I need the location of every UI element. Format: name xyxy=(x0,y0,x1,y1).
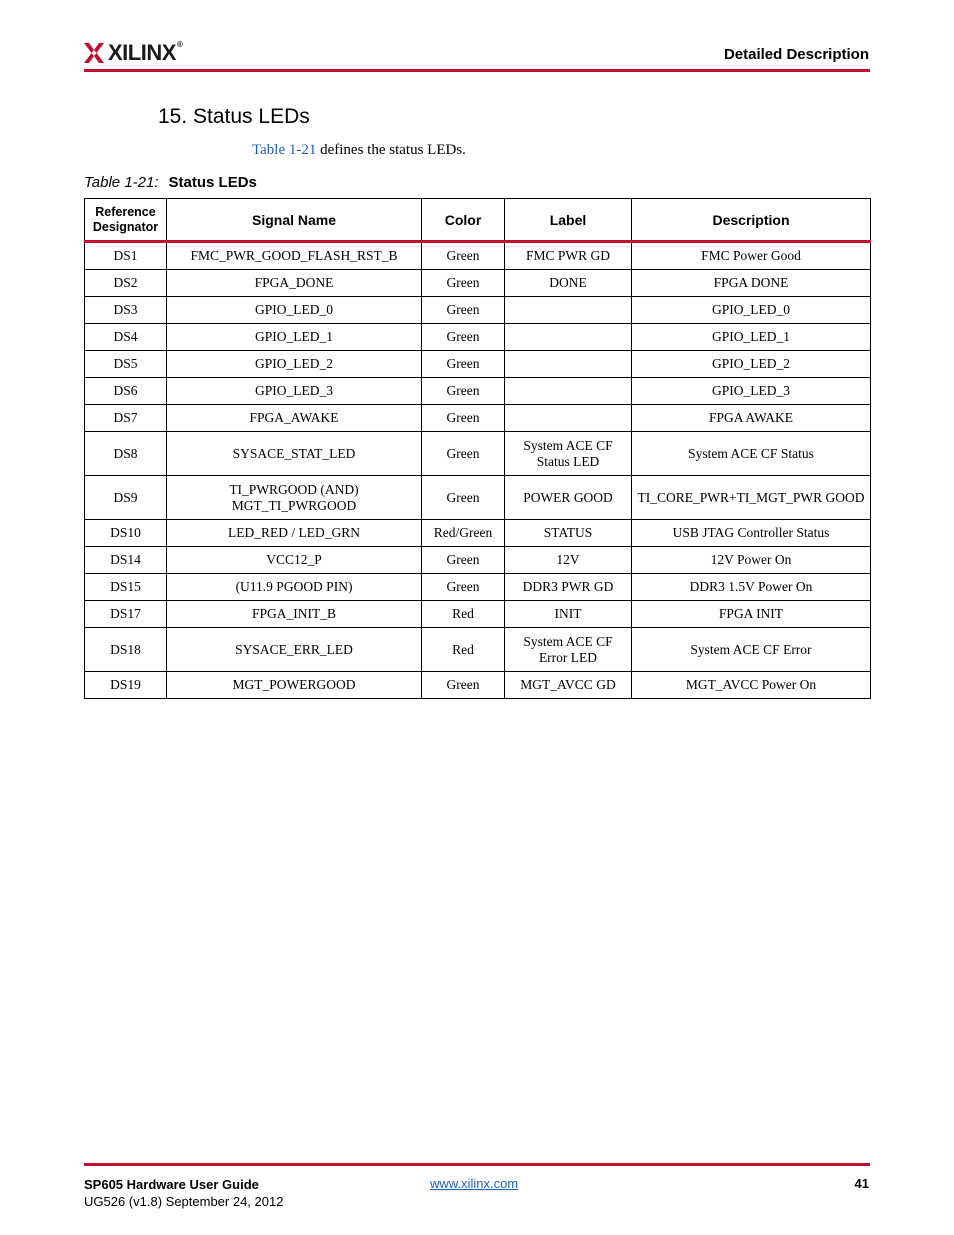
xilinx-x-icon xyxy=(84,43,104,63)
footer-doc-info xyxy=(84,1176,283,1210)
footer-page-number: 41 xyxy=(854,1176,869,1191)
footer-rule xyxy=(84,1163,870,1166)
cell-label: System ACE CF Status LED xyxy=(505,432,632,476)
cell-description: System ACE CF Status xyxy=(632,432,871,476)
cell-label xyxy=(505,297,632,324)
cell-reference-designator: DS15 xyxy=(85,574,167,601)
table-row xyxy=(85,378,871,405)
cell-description: FPGA AWAKE xyxy=(632,405,871,432)
table-row xyxy=(85,324,871,351)
cell-label: System ACE CF Error LED xyxy=(505,628,632,672)
cell-reference-designator: DS2 xyxy=(85,270,167,297)
cell-signal-name: TI_PWRGOOD (AND) MGT_TI_PWRGOOD xyxy=(167,476,422,520)
cell-label xyxy=(505,405,632,432)
cell-color: Green xyxy=(422,476,505,520)
xilinx-logo xyxy=(84,40,182,66)
table-row xyxy=(85,574,871,601)
cell-color: Green xyxy=(422,378,505,405)
cell-label xyxy=(505,324,632,351)
cell-signal-name: VCC12_P xyxy=(167,547,422,574)
table-row xyxy=(85,628,871,672)
cell-color: Green xyxy=(422,297,505,324)
table-caption-title: Status LEDs xyxy=(168,174,257,191)
section-title: 15. Status LEDs xyxy=(158,105,310,128)
cell-signal-name: MGT_POWERGOOD xyxy=(167,672,422,699)
cell-signal-name: GPIO_LED_3 xyxy=(167,378,422,405)
footer-doc-id: UG526 (v1.8) September 24, 2012 xyxy=(84,1194,284,1209)
cell-color: Green xyxy=(422,405,505,432)
cell-description: DDR3 1.5V Power On xyxy=(632,574,871,601)
cell-description: GPIO_LED_3 xyxy=(632,378,871,405)
cell-signal-name: LED_RED / LED_GRN xyxy=(167,520,422,547)
cell-signal-name: FMC_PWR_GOOD_FLASH_RST_B xyxy=(167,242,422,270)
cell-description: FPGA INIT xyxy=(632,601,871,628)
cell-description: TI_CORE_PWR+TI_MGT_PWR GOOD xyxy=(632,476,871,520)
header-rule xyxy=(84,69,870,72)
cell-signal-name: FPGA_DONE xyxy=(167,270,422,297)
cell-reference-designator: DS8 xyxy=(85,432,167,476)
table-row xyxy=(85,476,871,520)
table-row xyxy=(85,672,871,699)
cell-reference-designator: DS7 xyxy=(85,405,167,432)
cell-signal-name: SYSACE_STAT_LED xyxy=(167,432,422,476)
cell-reference-designator: DS1 xyxy=(85,242,167,270)
cell-description: 12V Power On xyxy=(632,547,871,574)
cell-color: Green xyxy=(422,351,505,378)
cell-reference-designator: DS10 xyxy=(85,520,167,547)
cell-color: Red xyxy=(422,601,505,628)
intro-paragraph: Table 1-21 defines the status LEDs. xyxy=(252,142,466,158)
header-reference-designator: Reference Designator xyxy=(85,199,167,242)
cell-color: Green xyxy=(422,270,505,297)
table-caption-label: Table 1-21: xyxy=(84,174,159,191)
cell-signal-name: (U11.9 PGOOD PIN) xyxy=(167,574,422,601)
cell-label: INIT xyxy=(505,601,632,628)
cell-reference-designator: DS14 xyxy=(85,547,167,574)
cell-signal-name: GPIO_LED_1 xyxy=(167,324,422,351)
cell-reference-designator: DS17 xyxy=(85,601,167,628)
table-row xyxy=(85,405,871,432)
table-row xyxy=(85,432,871,476)
footer-guide-title: SP605 Hardware User Guide xyxy=(84,1177,259,1192)
cell-reference-designator: DS9 xyxy=(85,476,167,520)
table-header-row xyxy=(85,199,871,242)
cell-color: Green xyxy=(422,324,505,351)
cell-color: Red xyxy=(422,628,505,672)
cell-label xyxy=(505,378,632,405)
header-signal-name: Signal Name xyxy=(167,199,422,242)
cell-signal-name: FPGA_INIT_B xyxy=(167,601,422,628)
header-description: Description xyxy=(632,199,871,242)
cell-reference-designator: DS5 xyxy=(85,351,167,378)
cell-description: USB JTAG Controller Status xyxy=(632,520,871,547)
cell-description: GPIO_LED_2 xyxy=(632,351,871,378)
status-leds-table xyxy=(84,198,871,699)
table-caption xyxy=(84,174,257,191)
table-row xyxy=(85,351,871,378)
cell-description: GPIO_LED_0 xyxy=(632,297,871,324)
cell-color: Green xyxy=(422,574,505,601)
cell-color: Green xyxy=(422,432,505,476)
table-row xyxy=(85,547,871,574)
table-row xyxy=(85,242,871,270)
cell-color: Green xyxy=(422,547,505,574)
table-reference-link[interactable]: Table 1-21 xyxy=(252,142,317,158)
cell-description: GPIO_LED_1 xyxy=(632,324,871,351)
cell-signal-name: FPGA_AWAKE xyxy=(167,405,422,432)
table-row xyxy=(85,297,871,324)
cell-label: DDR3 PWR GD xyxy=(505,574,632,601)
table-row xyxy=(85,520,871,547)
cell-reference-designator: DS6 xyxy=(85,378,167,405)
cell-label: POWER GOOD xyxy=(505,476,632,520)
cell-label: MGT_AVCC GD xyxy=(505,672,632,699)
cell-color: Green xyxy=(422,672,505,699)
header-color: Color xyxy=(422,199,505,242)
cell-description: MGT_AVCC Power On xyxy=(632,672,871,699)
logo-text: XILINX® xyxy=(108,40,183,65)
cell-signal-name: SYSACE_ERR_LED xyxy=(167,628,422,672)
cell-description: FMC Power Good xyxy=(632,242,871,270)
header-section-name: Detailed Description xyxy=(723,46,869,63)
footer-website-link[interactable]: www.xilinx.com xyxy=(430,1176,519,1191)
table-row xyxy=(85,601,871,628)
cell-reference-designator: DS3 xyxy=(85,297,167,324)
cell-label: 12V xyxy=(505,547,632,574)
cell-description: System ACE CF Error xyxy=(632,628,871,672)
cell-label: DONE xyxy=(505,270,632,297)
cell-reference-designator: DS19 xyxy=(85,672,167,699)
table-row xyxy=(85,270,871,297)
cell-label xyxy=(505,351,632,378)
cell-description: FPGA DONE xyxy=(632,270,871,297)
cell-label: STATUS xyxy=(505,520,632,547)
cell-reference-designator: DS4 xyxy=(85,324,167,351)
cell-signal-name: GPIO_LED_2 xyxy=(167,351,422,378)
cell-reference-designator: DS18 xyxy=(85,628,167,672)
cell-signal-name: GPIO_LED_0 xyxy=(167,297,422,324)
cell-label: FMC PWR GD xyxy=(505,242,632,270)
header-label: Label xyxy=(505,199,632,242)
cell-color: Red/Green xyxy=(422,520,505,547)
cell-color: Green xyxy=(422,242,505,270)
